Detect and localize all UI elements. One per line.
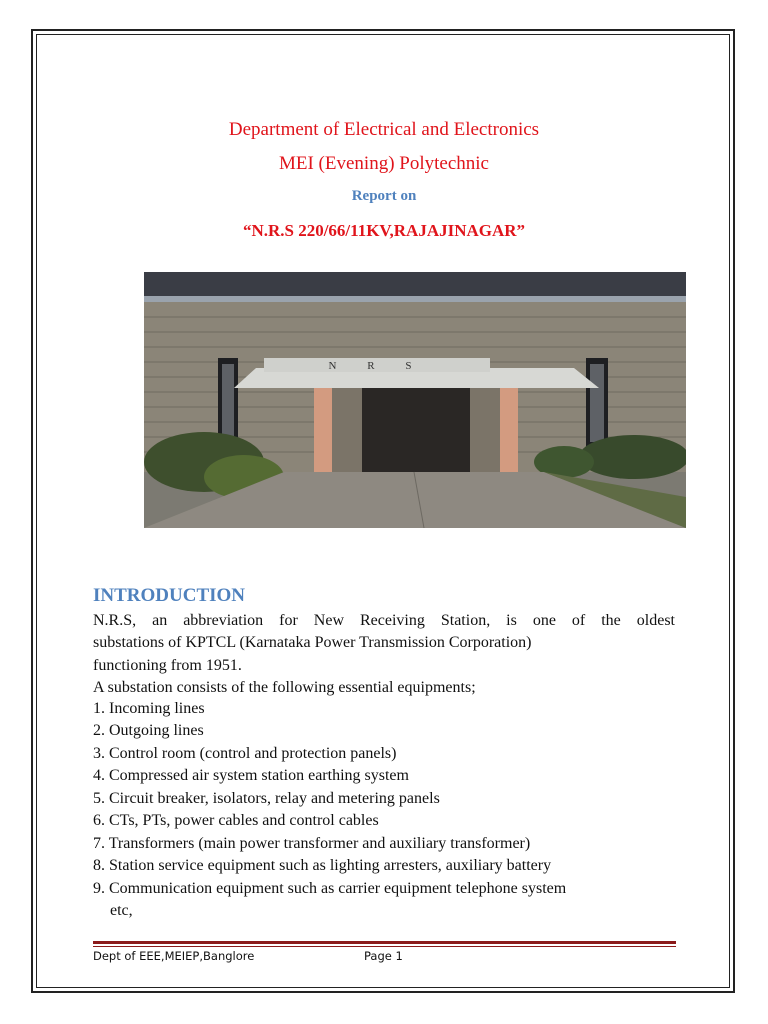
list-item: 2. Outgoing lines bbox=[93, 722, 204, 739]
footer-rule bbox=[93, 941, 676, 944]
intro-paragraph-line-1: N.R.S, an abbreviation for New Receiving Station, is one of the oldest bbox=[93, 612, 675, 629]
list-item: 8. Station service equipment such as lighting arresters, auxiliary battery bbox=[93, 857, 552, 874]
institution-title: MEI (Evening) Polytechnic bbox=[278, 153, 489, 174]
page-number: Page 1 bbox=[364, 949, 403, 963]
list-item: 7. Transformers (main power transformer and auxiliary transformer) bbox=[93, 835, 531, 852]
list-item: 3. Control room (control and protection panels) bbox=[93, 745, 397, 762]
footer-department: Dept of EEE,MEIEP,Banglore bbox=[93, 949, 255, 963]
list-intro: A substation consists of the following essential equipments; bbox=[93, 679, 476, 696]
list-item: 1. Incoming lines bbox=[93, 700, 205, 717]
substation-photo bbox=[144, 272, 686, 528]
introduction-heading: INTRODUCTION bbox=[93, 585, 246, 606]
report-title: “N.R.S 220/66/11KV,RAJAJINAGAR” bbox=[242, 221, 526, 240]
list-etc: etc, bbox=[110, 902, 133, 919]
signboard-text: N R S bbox=[328, 360, 426, 372]
intro-paragraph-line-3: functioning from 1951. bbox=[93, 657, 242, 674]
list-item: 5. Circuit breaker, isolators, relay and metering panels bbox=[93, 790, 440, 807]
footer-rule-thin bbox=[93, 946, 676, 947]
list-item: 9. Communication equipment such as carrier equipment telephone system bbox=[93, 880, 567, 897]
department-title: Department of Electrical and Electronics bbox=[228, 119, 540, 140]
list-item: 6. CTs, PTs, power cables and control cables bbox=[93, 812, 379, 829]
report-on-label: Report on bbox=[351, 188, 417, 204]
intro-paragraph-line-2: substations of KPTCL (Karnataka Power Transmission Corporation) bbox=[93, 634, 532, 651]
list-item: 4. Compressed air system station earthing system bbox=[93, 767, 409, 784]
